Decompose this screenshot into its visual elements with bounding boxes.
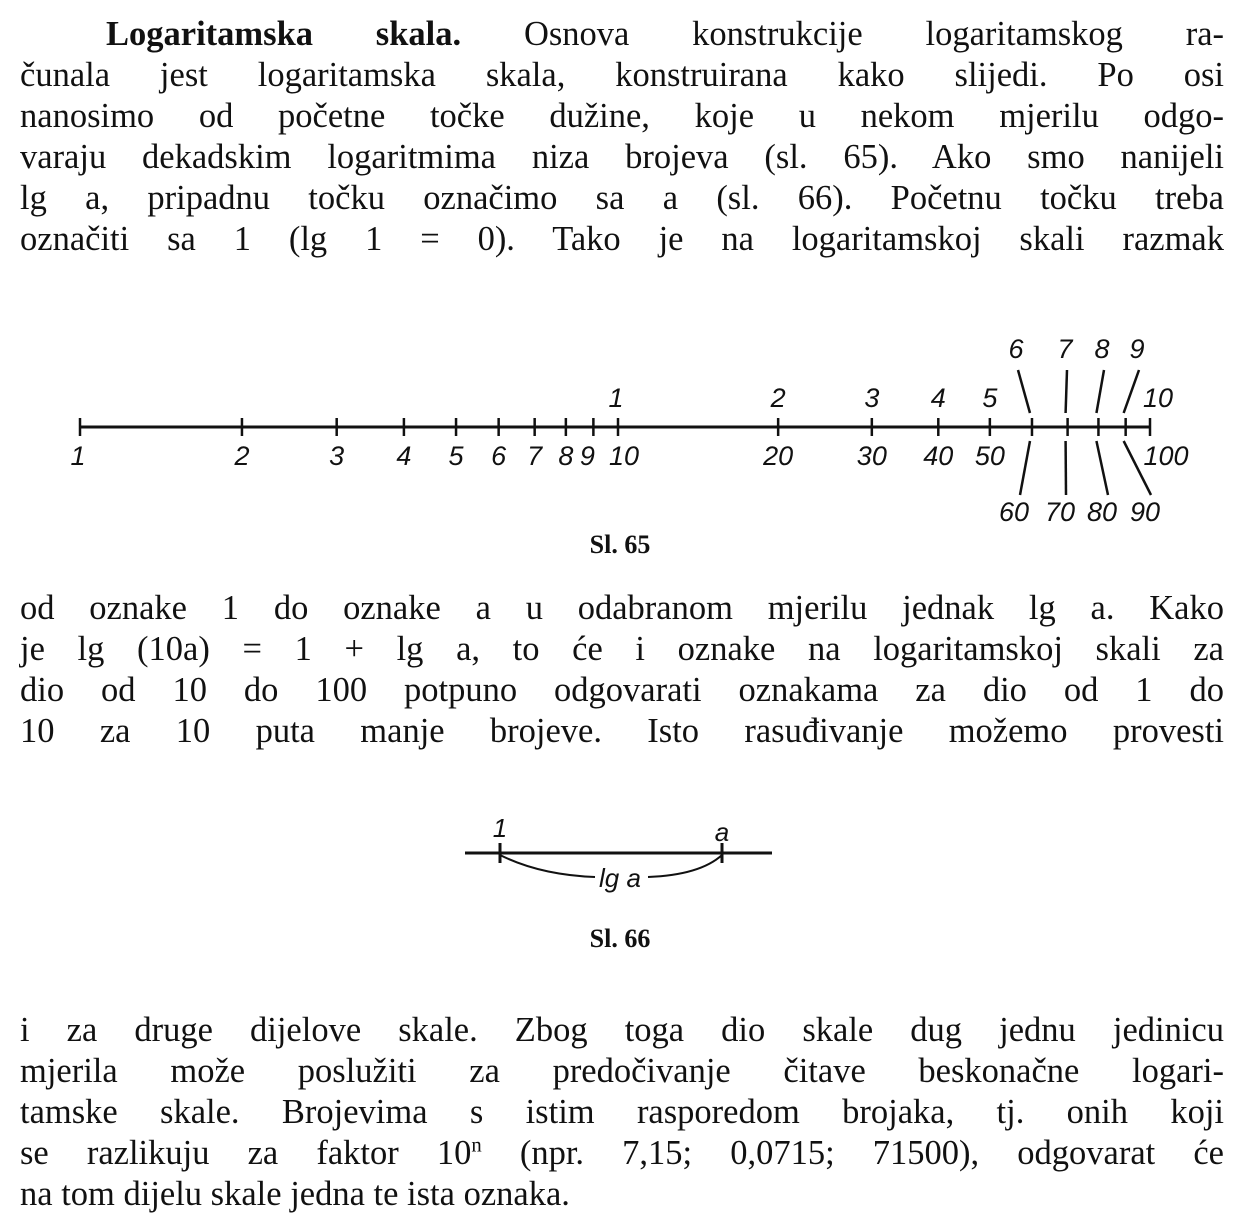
paragraph-2-line-2: je lg (10a) = 1 + lg a, to će i oznake na logaritamskoj skali za <box>20 630 1224 668</box>
paragraph-1-line-4: varaju dekadskim logaritmima niza brojeva (sl. 65). Ako smo nanijeli <box>20 138 1224 176</box>
figure-66-diagram <box>0 805 1247 915</box>
scale-upper-callout-9: 9 <box>1129 334 1145 364</box>
scale-upper-label-2: 2 <box>770 383 786 413</box>
paragraph-3 <box>20 1010 1224 1215</box>
scale-upper-leader-8 <box>1096 370 1104 413</box>
paragraph-2-line-3: dio od 10 do 100 potpuno odgovarati oznakama za dio od 1 do <box>20 671 1224 709</box>
scale-ticks <box>80 418 1150 436</box>
scale-lower-label-10: 10 <box>608 441 640 471</box>
figure-66-label-end: a <box>714 817 730 847</box>
scale-lower-label-9: 9 <box>579 441 595 471</box>
paragraph-1-line-6: označiti sa 1 (lg 1 = 0). Tako je na logaritamskoj skali razmak <box>20 220 1224 258</box>
scale-lower-label-2: 2 <box>234 441 250 471</box>
paragraph-3-line-3: tamske skale. Brojevima s istim rasporedom brojaka, tj. onih koji <box>20 1093 1224 1131</box>
scale-lower-label-1: 1 <box>70 441 86 471</box>
paragraph-1 <box>20 14 1224 260</box>
scale-upper-label-3: 3 <box>864 383 880 413</box>
figure-66-label-span: lg a <box>599 863 641 893</box>
figure-66-caption: Sl. 66 <box>589 924 651 953</box>
scale-lower-label-6: 6 <box>491 441 507 471</box>
scale-upper-label-1: 1 <box>608 383 624 413</box>
scale-upper-callout-7: 7 <box>1057 334 1073 364</box>
scale-lower-label-100: 100 <box>1143 441 1189 471</box>
scale-lower-label-50: 50 <box>974 441 1005 471</box>
scale-lower-label-40: 40 <box>923 441 954 471</box>
scale-upper-leader-6 <box>1018 370 1030 413</box>
scale-upper-leader-7 <box>1066 370 1067 413</box>
paragraph-2-line-4: 10 za 10 puta manje brojeve. Isto rasuđivanje možemo provesti <box>20 712 1224 750</box>
scale-lower-callout-60: 60 <box>998 497 1030 527</box>
scale-lower-label-20: 20 <box>763 441 794 471</box>
scale-lower-label-7: 7 <box>527 441 543 471</box>
paragraph-3-line-1: i za druge dijelove skale. Zbog toga dio skale dug jednu jedinicu <box>20 1011 1224 1049</box>
scale-callouts <box>999 334 1160 527</box>
scale-lower-callout-70: 70 <box>1044 497 1076 527</box>
exponent: n <box>471 1134 482 1157</box>
scale-upper-label-10: 10 <box>1142 383 1174 413</box>
scale-lower-label-30: 30 <box>856 441 887 471</box>
scale-upper-label-4: 4 <box>930 383 946 413</box>
figure-66-label-start: 1 <box>492 813 508 843</box>
scale-upper-leader-9 <box>1124 370 1139 413</box>
section-heading: Logaritamska skala. <box>106 15 462 53</box>
scale-lower-label-3: 3 <box>329 441 345 471</box>
scale-lower-callout-80: 80 <box>1086 497 1118 527</box>
scale-lower-callout-90: 90 <box>1129 497 1161 527</box>
figure-65-log-scale <box>0 320 1247 550</box>
scale-upper-label-5: 5 <box>982 383 998 413</box>
figure-65-caption: Sl. 65 <box>589 530 651 559</box>
paragraph-2-line-1: od oznake 1 do oznake a u odabranom mjerilu jednak lg a. Kako <box>20 589 1224 627</box>
scale-upper-callout-8: 8 <box>1094 334 1110 364</box>
paragraph-1-line-1: Logaritamska skala. Osnova konstrukcije logaritamskog ra- <box>106 15 1224 53</box>
scale-lower-label-8: 8 <box>558 441 574 471</box>
scale-upper-callout-6: 6 <box>1008 334 1024 364</box>
scale-lower-label-4: 4 <box>396 441 412 471</box>
scale-lower-leader-60 <box>1020 441 1030 495</box>
paragraph-1-line-3: nanosimo od početne točke dužine, koje u nekom mjerilu odgo- <box>20 97 1224 135</box>
paragraph-1-line-2: čunala jest logaritamska skala, konstruirana kako slijedi. Po osi <box>20 56 1224 94</box>
scale-lower-leader-80 <box>1096 441 1108 495</box>
paragraph-2 <box>20 588 1224 752</box>
paragraph-3-line-5: na tom dijelu skale jedna te ista oznaka. <box>20 1175 570 1213</box>
scale-lower-label-5: 5 <box>448 441 464 471</box>
paragraph-3-line-4: se razlikuju za faktor 10$^n$ (npr. 7,15; 0,0715; 71500), odgovarat će <box>20 1134 1224 1172</box>
paragraph-1-line-5: lg a, pripadnu točku označimo sa a (sl. 66). Početnu točku treba <box>20 179 1224 217</box>
paragraph-3-line-2: mjerila može poslužiti za predočivanje čitave beskonačne logari- <box>20 1052 1224 1090</box>
